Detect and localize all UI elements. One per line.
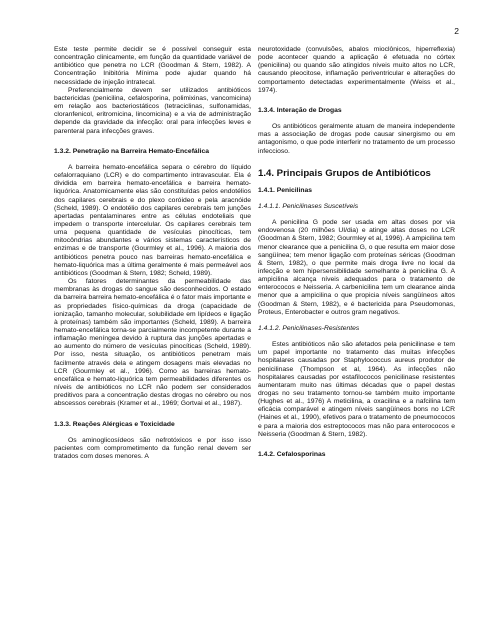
left-column [54,46,251,461]
subsection-heading: 1.4.1.2. Penicilinases-Resistentes [258,324,360,332]
paragraph: Os antibióticos geralmente atuam de maneira independente mas a associação de drogas pode causar sinergismo ou em antagonismo, o que pode interferir no tratamento de um processo infeccioso. [258,123,455,155]
paragraph: Preferencialmente devem ser utilizados antibióticos bactericidas (penicilina, cefalosporina, polimixinas, vancomicina) em relação aos bacteriostáticos (tetraciclinas, sulfonamidas, cloranfenicol, eritromicina, lincomicina) e a via de administração depende da gravidade da infecção: oral para infecções leves e parenteral para infecções graves. [54,86,251,135]
paragraph: A barreira hemato-encefálica separa o cérebro do líquido cefalorraquiano (LCR) e do compartimento intravascular. Ela é dividida em barreira hemato-encefálica e barreira hemato-liquórica. Anatomicamente elas são constituídas pelos endotélios dos capilares cerebrais e do plexo coróideo e pela aracnóide (Scheld, 1989). O endotélio dos capilares cerebrais tem junções apertadas pentalaminares entre as células endoteliais que impedem o transporte intercelular. Os capilares cerebrais tem uma pequena quantidade de vesículas pinocíticas, tem mitocôndrias abundantes e vários sistemas característicos de enzimas e de transporte (Gourmley et al., 1996). A maioria dos antibióticos penetra pouco nas barreiras hemato-encefálica e hemato-liquórica mas a última geralmente é mais permeável aos antibióticos (Goodman & Stern, 1982; Scheld, 1989). [54,163,251,277]
paragraph: Estes antibióticos não são afetados pela penicilinase e tem um papel importante no tratamento das muitas infecções hospitalares causadas por Staphylococcus aureus produtor de penicilinase (Thompson et al, 1964). As infecções não hospitalares causadas por estafilococos penicilinase resistentes aumentaram muito nas últimas décadas que o papel destas drogas no seu tratamento tornou-se também muito importante (Hughes et al., 1976) A meticilina, a oxacilina e a nafcilina tem eficácia comparável e atingem níveis sangüíneos bons no LCR (Haines et al., 1990), efetivos para o tratamento de pneumococos e para a maioria dos estreptococos mas não para enterococos e Neisseria (Goodman & Stern, 1982). [258,341,455,438]
subsection-heading: 1.4.1.1. Penicilinases Suscetíveis [258,202,359,210]
paragraph: A penicilina G pode ser usada em altas doses por via endovenosa (20 milhões UI/dia) e atinge altas doses no LCR (Goodman & Stern, 1982; Gourmley et al, 1996). A ampicilina tem menor clearance que a penicilina G, o que resulta em maior dose sangüínea; tem menor ligação com proteínas séricas (Goodman & Stern, 1982), o que permite mais droga livre no local da infecção e tem hipersensibilidade semelhante à penicilina G. A ampicilina alcança níveis adequados para o tratamento de enterococos e Neisseria. A carbenicilina tem um clearance ainda menor que a ampicilina o que propicia níveis sangüíneos altos (Goodman & Stern, 1982), e é bactericida para Pseudomonas, Proteus, Enterobacter e outros gram negativos. [258,219,455,316]
section-heading: 1.4.1. Penicilinas [258,186,313,194]
paragraph: Os aminoglicosídeos são nefrotóxicos e por isso isso pacientes com comprometimento da função renal devem ser tratados com doses menores. A [54,436,251,461]
paragraph: Este teste permite decidir se é possível conseguir esta concentração clinicamente, em função da quantidade variável de antibiótico que penetra no LCR (Goodman & Stern, 1982). A Concentração Inibitória Mínima pode ajudar quando há necessidade de injeção intratecal. [54,46,251,86]
right-column [258,46,455,459]
chapter-heading: 1.4. Principais Grupos de Antibióticos [258,167,431,179]
section-heading: 1.4.2. Cefalosporinas [258,450,326,458]
paragraph: neurotoxidade (convulsões, abalos mioclônicos, hiperreflexia) pode acontecer quando a aplicação é efetuada no córtex (penicilina) ou quando são atingidos níveis muito altos no LCR, causando pleocitose, inflamação periventricular e alterações do comportamento detectadas experimentalmente (Weiss et al., 1974). [258,46,455,94]
section-heading: 1.3.4. Interação de Drogas [258,106,342,114]
section-heading: 1.3.2. Penetração na Barreira Hemato-Encefálica [54,147,209,155]
paragraph: Os fatores determinantes da permeabilidade das membranas às drogas do sangue são desconhecidos. O estado da barreira barreira hemato-encefálica é o fator mais importante e as propriedades físico-químicas da droga (capacidade de ionização, tamanho molecular, solubilidade em lipídeos e ligação à proteínas) também são importantes (Scheld, 1989). A barreira hemato-encefálica torna-se parcialmente incompetente durante a inflamação meníngea devido à ruptura das junções apertadas e ao aumento do número de vesículas pinocíticas (Scheld, 1989). Por isso, nesta situação, os antibióticos penetram mais facilmente através dela e atingem dosagens mais elevadas no LCR (Gourmley et al., 1996). Como as barreiras hemato-encefálica e hemato-liquórica tem permeabilidades diferentes os níveis de antibióticos no LCR não podem ser considerados preditivos para a concentração destas drogas no cérebro ou nos abscessos cerebrais (Kramer et al., 1969; Gortvai et al., 1987). [54,278,251,408]
page-number: 2 [454,26,459,36]
section-heading: 1.3.3. Reações Alérgicas e Toxicidade [54,420,175,428]
